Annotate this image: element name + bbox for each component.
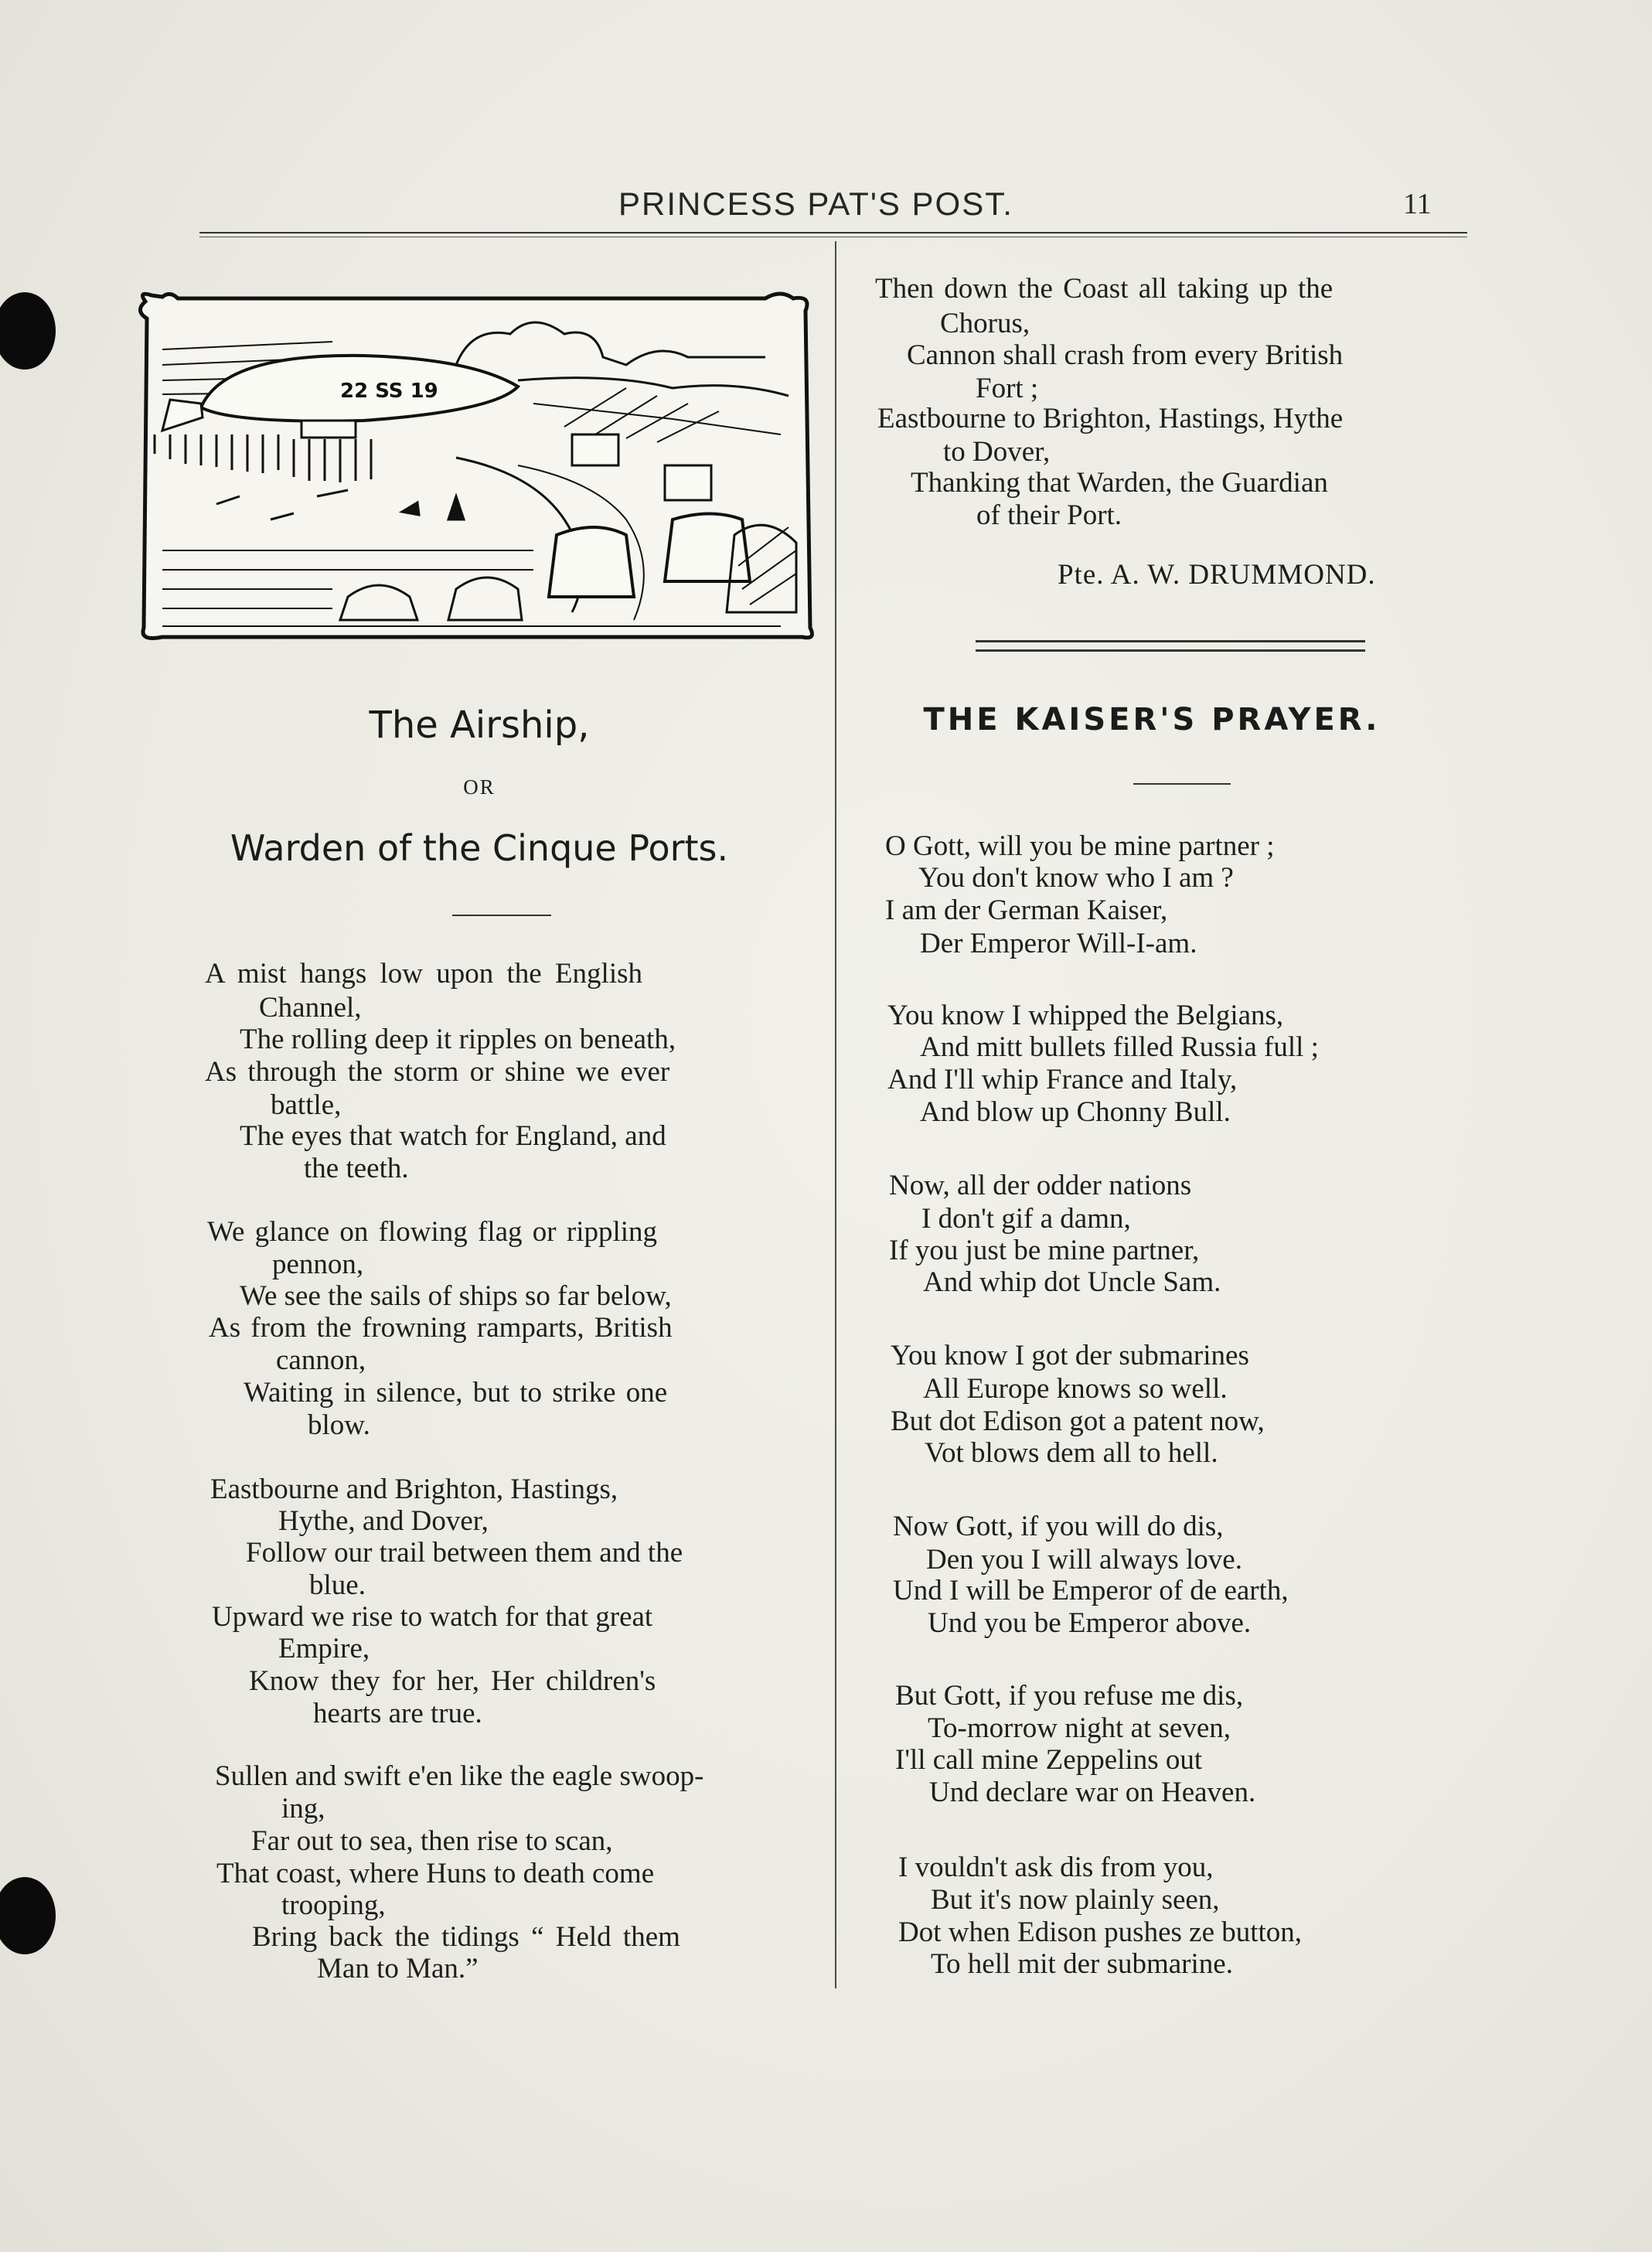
airship-illustration-drawing [131,288,823,643]
verse-line: Channel, [259,992,362,1024]
verse-line: Empire, [278,1633,370,1664]
verse-line: Thanking that Warden, the Guardian [911,467,1328,499]
verse-line: Vot blows dem all to hell. [925,1437,1218,1469]
verse-line: Dot when Edison pushes ze button, [898,1916,1303,1948]
verse-line: And whip dot Uncle Sam. [923,1266,1221,1298]
verse-line: As through the storm or shine we ever [205,1056,670,1088]
verse-line: I vouldn't ask dis from you, [898,1852,1214,1883]
page-number: 11 [1403,188,1432,220]
verse-line: That coast, where Huns to death come [216,1858,655,1889]
verse-line: of their Port. [976,499,1122,531]
verse-line: And I'll whip France and Italy, [887,1064,1238,1095]
verse-line: Den you I will always love. [926,1544,1242,1576]
verse-line: You know I whipped the Belgians, [887,1000,1284,1031]
verse-line: Know they for her, Her children's [249,1665,656,1697]
verse-line: Waiting in silence, but to strike one [244,1377,668,1409]
section-double-rule [976,640,1365,652]
title-rule-left [452,915,551,916]
verse-line: A mist hangs low upon the English [205,958,642,990]
airship-marking: 22 SS 19 [340,380,438,403]
poem-title-kaiser: THE KAISER'S PRAYER. [923,702,1381,738]
verse-line: cannon, [276,1344,366,1376]
verse-line: to Dover, [943,436,1051,468]
verse-line: And mitt bullets filled Russia full ; [920,1031,1319,1063]
verse-line: You don't know who I am ? [918,862,1234,894]
verse-line: To-morrow night at seven, [928,1712,1231,1744]
title-rule-right [1133,783,1231,785]
verse-line: We glance on flowing flag or rippling [207,1216,658,1248]
verse-line: Und I will be Emperor of de earth, [893,1575,1289,1606]
verse-line: Fort ; [976,373,1039,404]
verse-line: And blow up Chonny Bull. [920,1096,1231,1128]
verse-line: Man to Man.” [317,1953,479,1985]
verse-line: Far out to sea, then rise to scan, [251,1825,613,1857]
verse-line: blue. [309,1569,366,1601]
header-rule [199,232,1467,233]
column-divider [835,241,836,1988]
verse-line: But it's now plainly seen, [931,1884,1220,1916]
verse-line: Der Emperor Will-I-am. [920,928,1197,959]
verse-line: trooping, [281,1889,386,1921]
poem-title-airship: The Airship, [369,704,590,747]
verse-line: We see the sails of ships so far below, [240,1280,672,1312]
verse-line: Now Gott, if you will do dis, [893,1511,1224,1542]
verse-line: Chorus, [940,308,1030,339]
verse-line: Upward we rise to watch for that great [212,1601,653,1633]
verse-line: If you just be mine partner, [889,1235,1200,1266]
verse-line: pennon, [272,1249,364,1280]
verse-line: The rolling deep it ripples on beneath, [240,1024,676,1055]
verse-line: Und you be Emperor above. [928,1607,1252,1639]
verse-line: ing, [281,1793,325,1824]
verse-line: I don't gif a damn, [921,1203,1131,1235]
verse-line: Und declare war on Heaven. [929,1777,1256,1808]
verse-line: Sullen and swift e'en like the eagle swoop- [215,1760,704,1792]
verse-line: As from the frowning ramparts, British [209,1312,673,1344]
poem-subtitle-warden: Warden of the Cinque Ports. [230,827,729,869]
verse-line: But dot Edison got a patent now, [891,1405,1265,1437]
verse-line: Now, all der odder nations [889,1170,1192,1201]
verse-line: Bring back the tidings “ Held them [252,1921,680,1953]
verse-line: To hell mit der submarine. [931,1948,1233,1980]
verse-line: Eastbourne to Brighton, Hastings, Hythe [877,403,1344,434]
verse-line: The eyes that watch for England, and [240,1120,666,1152]
running-header-title: PRINCESS PAT'S POST. [618,186,1013,222]
verse-line: All Europe knows so well. [923,1373,1228,1405]
title-or-separator: OR [463,775,496,799]
verse-line: But Gott, if you refuse me dis, [895,1680,1244,1712]
verse-line: battle, [271,1089,342,1121]
verse-line: You know I got der submarines [891,1340,1249,1371]
verse-line: the teeth. [304,1153,409,1184]
verse-line: O Gott, will you be mine partner ; [885,830,1275,862]
verse-line: Cannon shall crash from every British [907,339,1344,371]
verse-line: Then down the Coast all taking up the [875,273,1334,305]
airship-coast-illustration [131,288,823,643]
verse-line: blow. [308,1409,370,1441]
verse-line: Hythe, and Dover, [278,1505,489,1537]
verse-line: I'll call mine Zeppelins out [895,1744,1203,1776]
verse-line: I am der German Kaiser, [885,894,1168,926]
verse-line: hearts are true. [313,1698,482,1729]
verse-line: Eastbourne and Brighton, Hastings, [210,1474,618,1505]
verse-line: Follow our trail between them and the [246,1537,683,1569]
poem-signature: Pte. A. W. DRUMMOND. [1058,559,1376,591]
